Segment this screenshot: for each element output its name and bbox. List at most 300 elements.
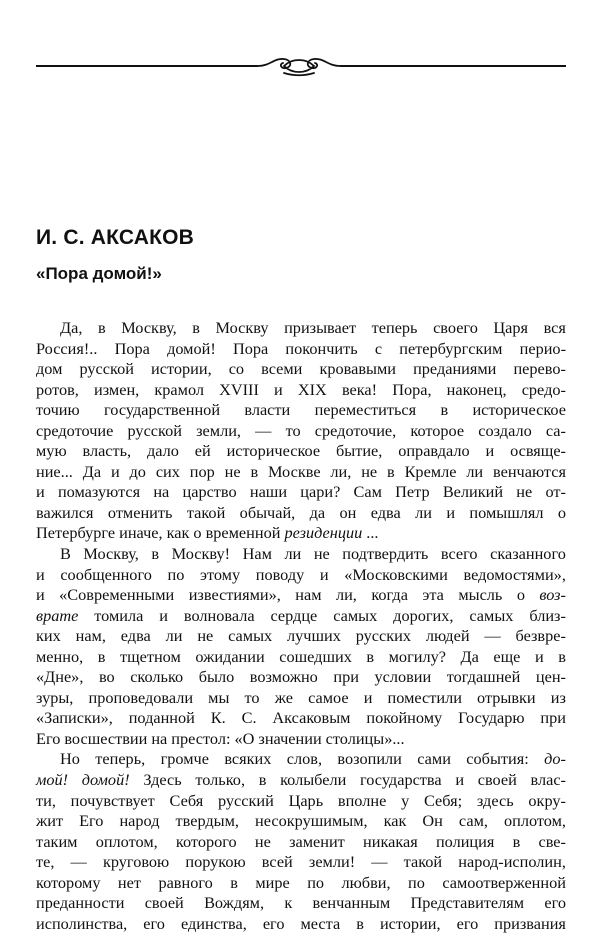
word: самоотверженной (442, 872, 566, 892)
word: томила (94, 605, 144, 625)
word: проповедовали (88, 687, 194, 707)
word: он (339, 502, 357, 522)
word: перио- (519, 338, 566, 358)
word: и (36, 585, 45, 605)
word: безвре- (515, 626, 566, 646)
word: при (540, 708, 566, 728)
word: ожидании (195, 646, 265, 666)
word: и (36, 482, 45, 502)
word: цен- (535, 667, 566, 687)
word: Себя; (423, 790, 463, 810)
word: бытие, (335, 441, 383, 461)
word: подтвердить (342, 544, 429, 564)
word: по (408, 872, 425, 892)
word: всяких (224, 749, 272, 769)
article-title: «Пора домой!» (36, 264, 162, 283)
word: то (244, 687, 260, 707)
word: которое (410, 420, 465, 440)
word: в (97, 318, 106, 337)
word: отменить (107, 502, 173, 522)
text-line (36, 544, 566, 565)
word: возможно (249, 667, 318, 687)
word: мой! (36, 770, 69, 790)
word: к (284, 893, 293, 913)
word: точию (36, 400, 80, 420)
word: из (550, 687, 566, 707)
word: Его (36, 728, 61, 748)
word: XVIII (219, 379, 259, 399)
word: ей (194, 441, 211, 461)
word: мы (208, 687, 230, 707)
word: самое (308, 687, 349, 707)
word: создало (478, 420, 532, 440)
word: слов, (286, 749, 323, 769)
word: близ- (529, 605, 566, 625)
word: домой! (167, 338, 216, 358)
word: сообщенного (60, 564, 152, 584)
word: известиями», (188, 585, 281, 605)
word: дало (147, 441, 179, 461)
word: Царь (288, 790, 324, 810)
text-line (36, 770, 566, 791)
text-line (36, 400, 566, 421)
text-line (36, 565, 566, 586)
word: пор (189, 461, 215, 481)
word: — (255, 420, 272, 440)
word: на (153, 482, 170, 502)
word: его (456, 913, 479, 933)
word: оплотом, (95, 831, 158, 851)
word: С. (241, 708, 257, 728)
word: мысль (458, 585, 503, 605)
word: всей (261, 852, 293, 872)
word: сошедших (279, 646, 352, 666)
word: государства (359, 770, 442, 790)
word: теперь, (95, 749, 146, 769)
word: до (129, 461, 146, 481)
word: своей (144, 893, 184, 913)
word: све- (538, 831, 566, 851)
word: возопили (337, 749, 402, 769)
word: всеми (261, 359, 303, 379)
header-ornament (36, 54, 566, 78)
word: — (70, 852, 87, 872)
text-line (36, 503, 566, 524)
word: здесь (476, 790, 514, 810)
word: венчанным (312, 893, 391, 913)
word: почувствует (70, 790, 155, 810)
word: покойному (366, 708, 443, 728)
word: резиденции ... (284, 523, 379, 543)
word: единства, (180, 913, 247, 933)
word: у (401, 790, 410, 810)
text-line (36, 667, 566, 688)
word: помышлял (469, 502, 544, 522)
word: волновала (183, 605, 255, 625)
word: самых (469, 605, 514, 625)
word: сам, (458, 811, 488, 831)
word: теперь (371, 318, 418, 337)
word: и (534, 646, 544, 666)
word: наконец, (446, 379, 507, 399)
word: Он (422, 811, 443, 831)
word: «О (234, 728, 255, 748)
word: твердым, (175, 811, 239, 831)
word: условии (374, 667, 432, 687)
word: не (224, 461, 241, 481)
word: менно, (36, 646, 84, 666)
word: и (446, 502, 456, 522)
word: в (387, 461, 395, 481)
word: земли, (196, 420, 241, 440)
word: во (98, 667, 115, 687)
word: оправдало (398, 441, 470, 461)
word: круговою (102, 852, 170, 872)
word: колыбели (280, 770, 347, 790)
word: В (60, 544, 71, 564)
word: историческое (472, 400, 566, 420)
word: с (374, 338, 383, 358)
word: призывает (284, 318, 357, 337)
word: не (313, 544, 330, 564)
word: вполне (337, 790, 387, 810)
word: русской (127, 420, 182, 440)
text-line (36, 380, 566, 401)
word: когда (371, 585, 408, 605)
word: Пора (114, 338, 150, 358)
word: в (356, 913, 364, 933)
word: истории, (151, 359, 212, 379)
word: его (544, 893, 566, 913)
word: нам (295, 585, 322, 605)
text-line (36, 523, 566, 544)
word: то (285, 420, 301, 440)
word: Представителям (410, 893, 525, 913)
body-text (36, 318, 566, 934)
word: Великий (442, 482, 504, 502)
word: государственной (104, 400, 221, 420)
word: в (192, 318, 200, 337)
text-line (36, 791, 566, 812)
word: временной (205, 523, 281, 543)
word: было (198, 667, 235, 687)
word: важился (36, 502, 94, 522)
word: нам, (75, 626, 106, 646)
word: не (197, 626, 214, 646)
word: тщетном (119, 646, 181, 666)
word: Да, (60, 318, 83, 337)
word: таким (36, 831, 78, 851)
word: еще (493, 646, 521, 666)
word: места (300, 913, 341, 933)
word: измен, (94, 379, 140, 399)
word: дом (36, 359, 63, 379)
word: едва (370, 502, 401, 522)
word: Но (60, 749, 80, 769)
word: русский (217, 790, 274, 810)
word: ли, (335, 585, 357, 605)
word: в (512, 831, 521, 851)
text-line (36, 688, 566, 709)
word: кровавыми (319, 359, 397, 379)
text-line (36, 873, 566, 894)
word: Государю (458, 708, 525, 728)
word: Себя (169, 790, 204, 810)
word: людей (425, 626, 470, 646)
word: крамол (154, 379, 204, 399)
word: его (143, 913, 165, 933)
word: сердце (270, 605, 318, 625)
word: в (366, 646, 375, 666)
word: цари? (300, 482, 341, 502)
word: столицы»... (325, 728, 405, 748)
word: жит (36, 811, 64, 831)
text-line (36, 606, 566, 627)
word: Да (460, 646, 479, 666)
word: средо- (521, 379, 566, 399)
word: са- (545, 420, 566, 440)
word: никакая (363, 831, 418, 851)
word: и (159, 605, 168, 625)
word: петербургским (399, 338, 503, 358)
word: события: (466, 749, 529, 769)
word: — (371, 852, 388, 872)
word: власти (244, 400, 291, 420)
word: «Записки», (36, 708, 113, 728)
word: и (274, 379, 283, 399)
word: Пора, (392, 379, 432, 399)
flourish-icon (254, 54, 344, 78)
text-line (36, 832, 566, 853)
word: своего (433, 318, 478, 337)
word: царство (182, 482, 237, 502)
word: Кремле (404, 461, 457, 481)
word: Пора (232, 338, 269, 358)
text-line (36, 647, 566, 668)
word: Москву, (121, 318, 177, 337)
word: истории, (379, 913, 441, 933)
word: Москве (267, 461, 321, 481)
text-line (36, 318, 566, 339)
word: воз- (539, 585, 566, 605)
word: домой! (81, 770, 130, 790)
word: тогдашней (446, 667, 521, 687)
word: Москву, (83, 544, 139, 564)
text-line (36, 626, 566, 647)
word: Москву (215, 318, 269, 337)
word: восшествии (64, 728, 148, 748)
word: в (558, 646, 566, 666)
word: равного (158, 872, 213, 892)
word: века! (341, 379, 378, 399)
word: полиция (435, 831, 495, 851)
word: Петербурге (36, 523, 116, 543)
word: лучших (287, 626, 341, 646)
word: преданиями (413, 359, 497, 379)
word: которому (36, 872, 101, 892)
text-line (36, 749, 566, 770)
word: как (166, 523, 190, 543)
word: эта (422, 585, 444, 605)
text-line (36, 441, 566, 462)
word: и (363, 687, 373, 707)
text-line (36, 585, 566, 606)
word: Царя (493, 318, 529, 337)
word: ти, (36, 790, 56, 810)
word: дорогих, (393, 605, 454, 625)
word: заменит (289, 831, 345, 851)
word: значении (258, 728, 322, 748)
word: народ-исполин, (458, 852, 566, 872)
word: отрывки (477, 687, 536, 707)
text-line (36, 339, 566, 360)
word: да (309, 502, 326, 522)
word: Сам (353, 482, 382, 502)
word: окру- (528, 790, 566, 810)
word: порукою (185, 852, 246, 872)
word: средоточие (36, 420, 114, 440)
word: сколько (130, 667, 184, 687)
word: ких (36, 626, 61, 646)
word: только, (195, 770, 246, 790)
word: не (516, 482, 533, 502)
word: же (274, 687, 293, 707)
word: ли (415, 502, 432, 522)
author-name: И. С. АКСАКОВ (36, 226, 195, 249)
word: венчаются (493, 461, 566, 481)
word: не (254, 831, 271, 851)
text-line (36, 852, 566, 873)
word: русской (79, 359, 134, 379)
word: такой (403, 852, 443, 872)
word: и (110, 461, 120, 481)
word: при (333, 667, 359, 687)
word: ние... (36, 461, 73, 481)
text-line (36, 708, 566, 729)
word: — (484, 626, 501, 646)
word: поводу (255, 564, 305, 584)
word: по (307, 872, 325, 892)
word: поместили (387, 687, 462, 707)
word: на (151, 728, 168, 748)
word: «Московскими (344, 564, 448, 584)
word: Москву! (171, 544, 231, 564)
word: преданности (36, 893, 125, 913)
word: как (383, 811, 407, 831)
word: вся (543, 318, 566, 337)
word: в (258, 770, 267, 790)
word: обычай, (239, 502, 296, 522)
word: сами (417, 749, 451, 769)
word: Вождям, (204, 893, 265, 913)
word: не (361, 461, 378, 481)
word: Здесь (143, 770, 182, 790)
word: о (516, 585, 525, 605)
word: иначе, (119, 523, 163, 543)
word: мую (36, 441, 67, 461)
word: Да (82, 461, 102, 481)
word: XIX (297, 379, 327, 399)
word: едва (120, 626, 151, 646)
word: поданной (128, 708, 195, 728)
ornament-rule-left (36, 65, 258, 67)
word: «Современными (59, 585, 175, 605)
word: ли, (330, 461, 352, 481)
word: Аксаковым (272, 708, 351, 728)
word: этому (199, 564, 241, 584)
word: помазуются (57, 482, 141, 502)
word: от- (545, 482, 566, 502)
word: громче (160, 749, 209, 769)
word: освяще- (510, 441, 566, 461)
word: влас- (530, 770, 566, 790)
word: историческое (226, 441, 321, 461)
word: оплотом, (503, 811, 566, 831)
word: его (262, 913, 285, 933)
word: сказанного (490, 544, 566, 564)
word: Его (79, 811, 104, 831)
word: о (193, 523, 202, 543)
text-line (36, 914, 566, 934)
word: земли! (308, 852, 356, 872)
word: ли (165, 626, 183, 646)
ornament-rule-right (340, 65, 566, 67)
word: могилу? (388, 646, 446, 666)
text-line (36, 359, 566, 380)
word: в (151, 544, 160, 564)
word: Петр (395, 482, 430, 502)
word: несокрушимым, (255, 811, 368, 831)
word: в (250, 461, 259, 481)
word: о (557, 502, 566, 522)
word: ротов, (36, 379, 79, 399)
word: сих (155, 461, 180, 481)
word: такой (186, 502, 226, 522)
word: зуры, (36, 687, 74, 707)
text-line (36, 729, 566, 750)
word: Нам (242, 544, 272, 564)
word: народ (119, 811, 160, 831)
word: «Дне», (36, 667, 84, 687)
word: престол: (171, 728, 231, 748)
word: и (455, 770, 465, 790)
word: самых (333, 605, 378, 625)
word: и (485, 441, 495, 461)
word: ли (466, 461, 484, 481)
word: русских (355, 626, 411, 646)
text-line (36, 811, 566, 832)
word: переместиться (314, 400, 417, 420)
word: всего (440, 544, 478, 564)
word: К. (210, 708, 226, 728)
word: самых (228, 626, 273, 646)
word: средоточие, (314, 420, 397, 440)
word: мире (255, 872, 290, 892)
text-line (36, 462, 566, 483)
word: покончить (285, 338, 358, 358)
word: в (440, 400, 449, 420)
word: нет (117, 872, 141, 892)
word: перево- (513, 359, 566, 379)
word: ведомостями», (463, 564, 566, 584)
word: врате (36, 605, 79, 625)
word: призвания (494, 913, 566, 933)
word: в (97, 646, 106, 666)
word: Россия!.. (36, 338, 98, 358)
word: в (230, 872, 238, 892)
word: до- (544, 749, 566, 769)
word: те, (36, 852, 55, 872)
